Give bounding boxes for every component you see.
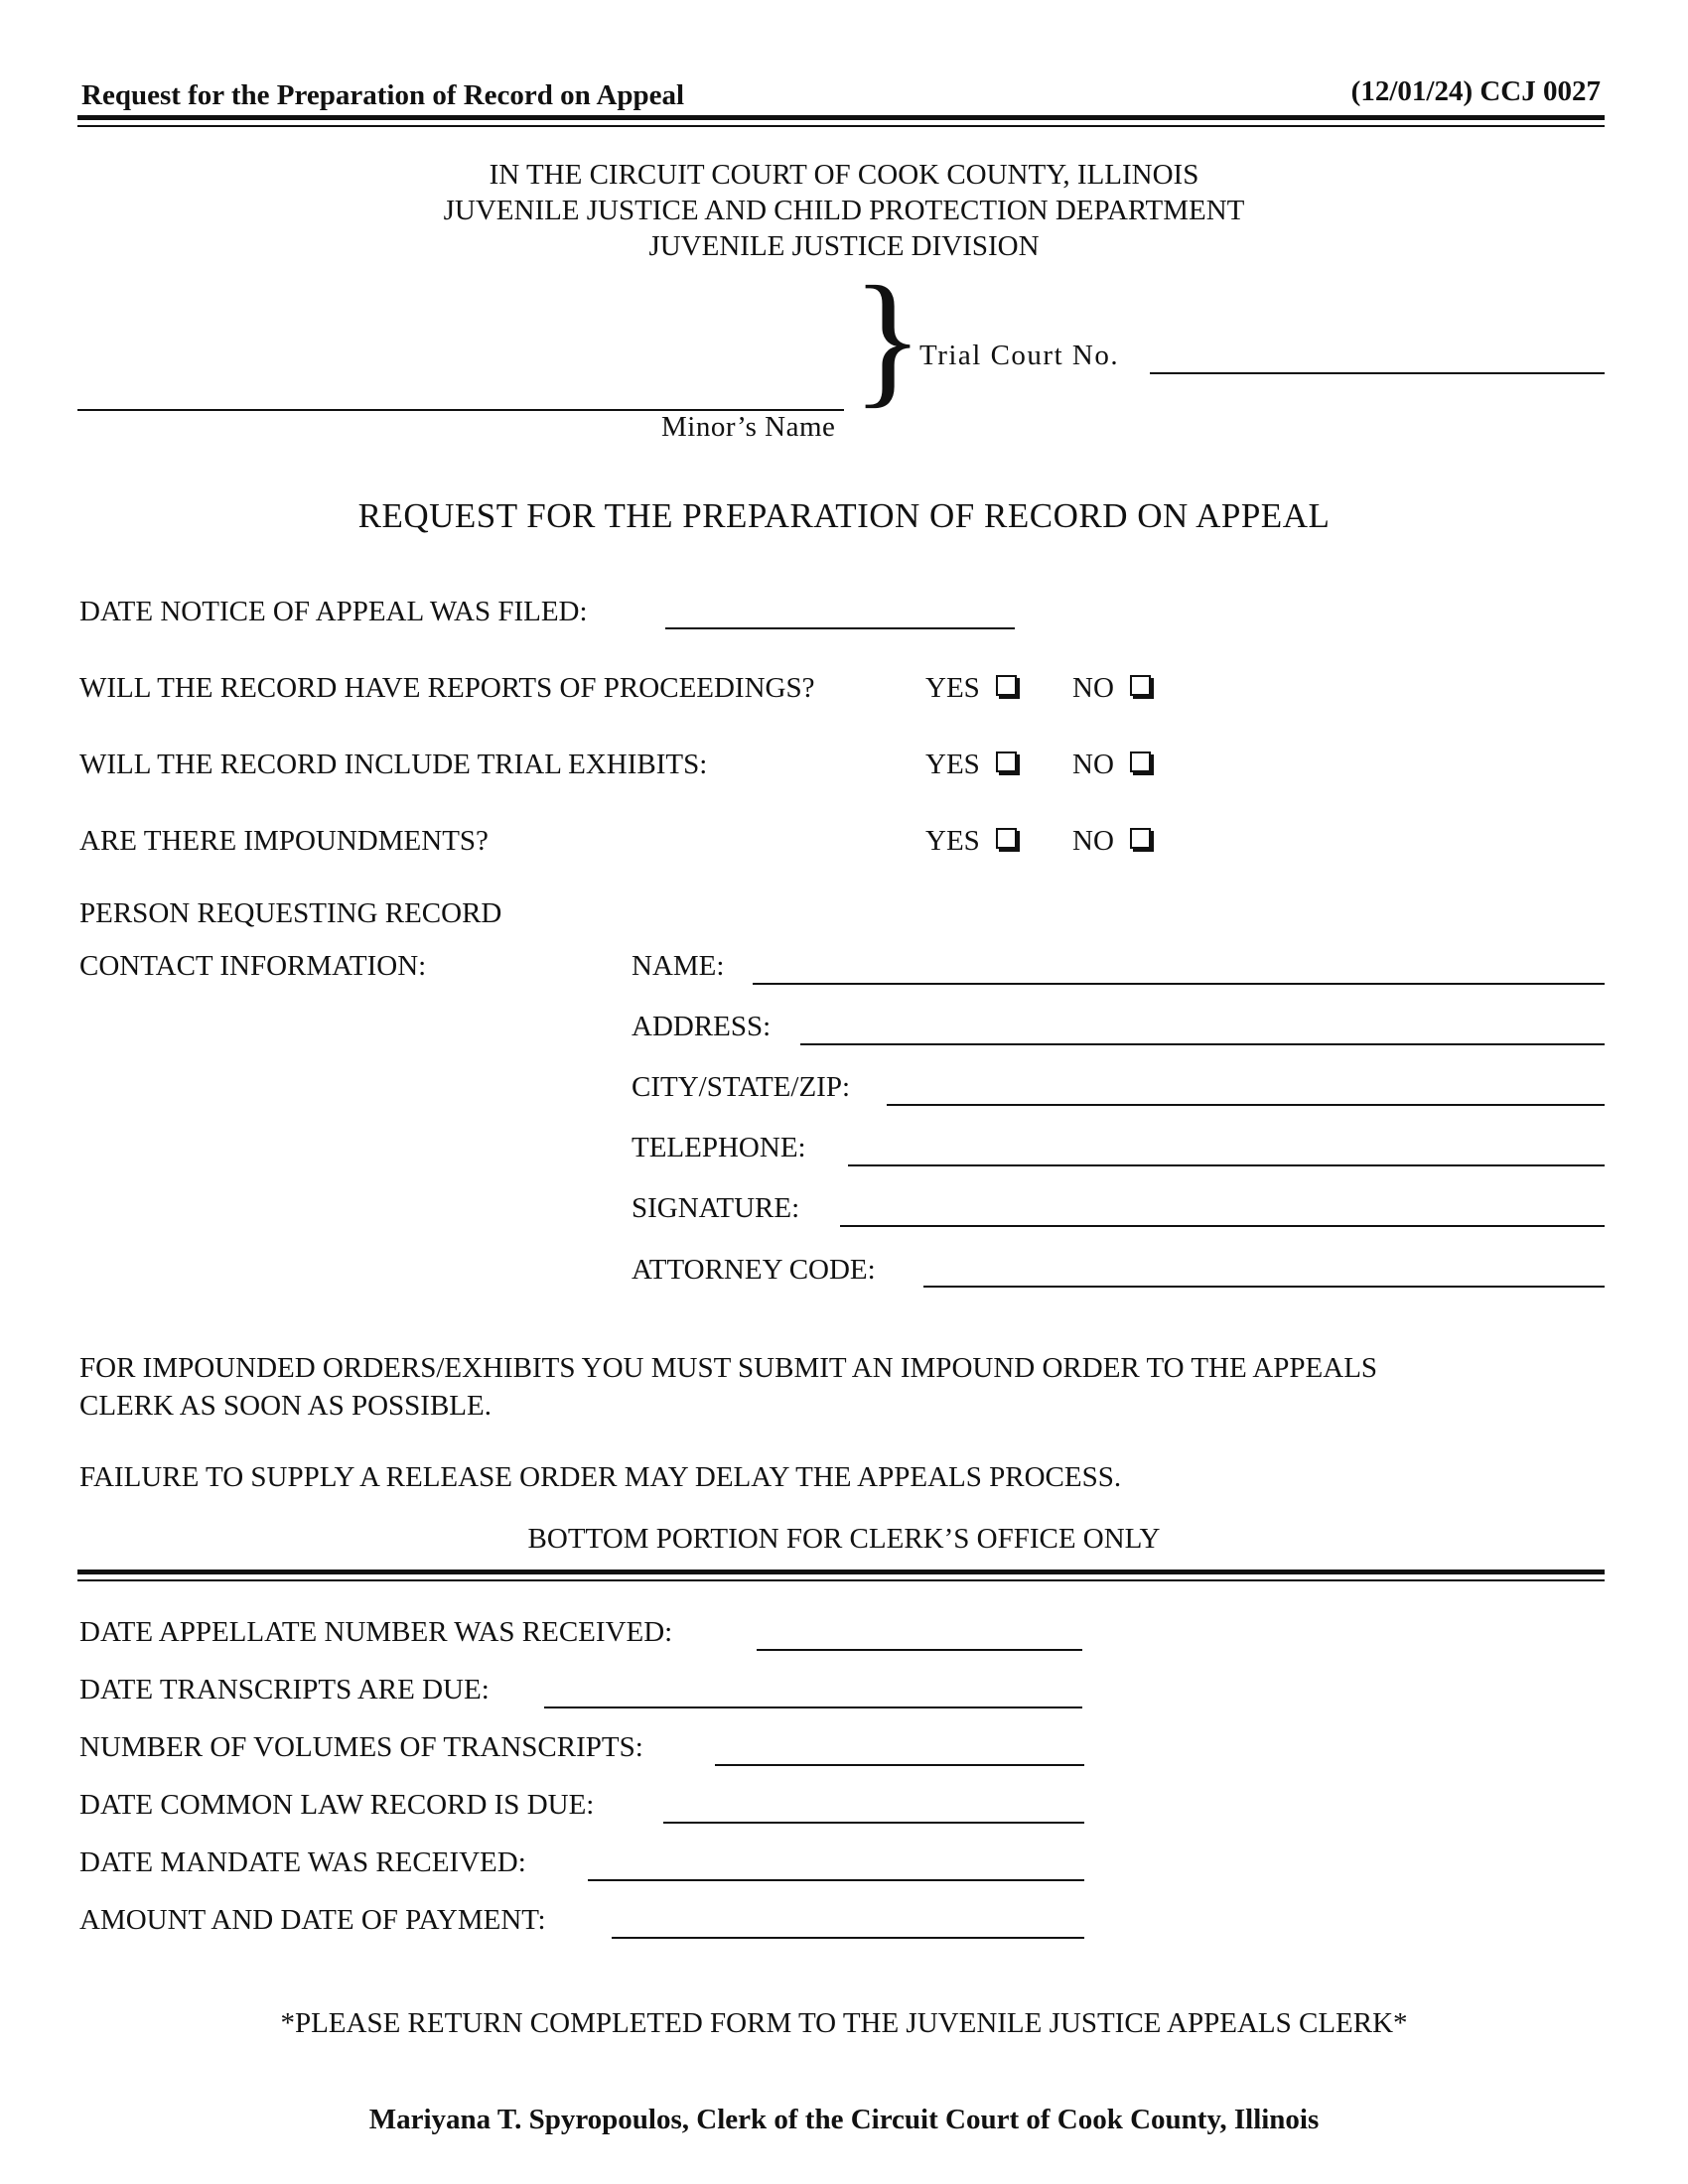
yes-label: YES <box>925 672 980 704</box>
contact-heading-1: PERSON REQUESTING RECORD <box>79 897 502 929</box>
name-label: NAME: <box>632 950 725 982</box>
address-label: ADDRESS: <box>632 1011 772 1042</box>
impoundments-no-option[interactable] <box>1072 825 1151 858</box>
impoundments-yes-checkbox[interactable] <box>996 828 1017 849</box>
reports-yes-option[interactable] <box>925 672 1017 705</box>
no-label: NO <box>1072 672 1114 704</box>
no-label: NO <box>1072 749 1114 780</box>
reports-question: WILL THE RECORD HAVE REPORTS OF PROCEEDINGS? <box>79 672 815 704</box>
header-rule-thin <box>77 125 1605 127</box>
contact-heading-2: CONTACT INFORMATION: <box>79 950 427 982</box>
form-title: Request for the Preparation of Record on Appeal <box>81 79 685 111</box>
impound-notice-line-1: FOR IMPOUNDED ORDERS/EXHIBITS YOU MUST SUBMIT AN IMPOUND ORDER TO THE APPEALS <box>79 1352 1378 1384</box>
court-line-2: JUVENILE JUSTICE AND CHILD PROTECTION DEPARTMENT <box>443 195 1245 226</box>
clerk-rule-thin <box>77 1579 1605 1581</box>
attorney-code-label: ATTORNEY CODE: <box>632 1254 876 1286</box>
impound-notice-line-2: CLERK AS SOON AS POSSIBLE. <box>79 1390 492 1422</box>
volumes-line[interactable] <box>715 1764 1084 1766</box>
court-line-3: JUVENILE JUSTICE DIVISION <box>648 230 1040 262</box>
telephone-label: TELEPHONE: <box>632 1132 806 1163</box>
exhibits-no-option[interactable] <box>1072 749 1151 781</box>
appellate-number-label: DATE APPELLATE NUMBER WAS RECEIVED: <box>79 1616 673 1648</box>
court-line-1: IN THE CIRCUIT COURT OF COOK COUNTY, ILLINOIS <box>489 159 1199 191</box>
minor-name-label: Minor’s Name <box>661 411 836 443</box>
appellate-number-line[interactable] <box>757 1649 1082 1651</box>
name-line[interactable] <box>753 983 1605 985</box>
no-label: NO <box>1072 825 1114 857</box>
signature-line[interactable] <box>840 1225 1605 1227</box>
common-law-line[interactable] <box>663 1822 1084 1824</box>
attorney-code-line[interactable] <box>923 1286 1605 1288</box>
caption-brace: } <box>852 256 923 421</box>
transcripts-due-line[interactable] <box>544 1706 1082 1708</box>
release-notice: FAILURE TO SUPPLY A RELEASE ORDER MAY DELAY THE APPEALS PROCESS. <box>79 1461 1122 1493</box>
impoundments-yes-option[interactable] <box>925 825 1017 858</box>
trial-court-no-label: Trial Court No. <box>919 340 1120 371</box>
form-code: (12/01/24) CCJ 0027 <box>1350 75 1601 107</box>
return-note: *PLEASE RETURN COMPLETED FORM TO THE JUVENILE JUSTICE APPEALS CLERK* <box>280 2007 1408 2039</box>
exhibits-yes-checkbox[interactable] <box>996 751 1017 772</box>
telephone-line[interactable] <box>848 1164 1605 1166</box>
reports-no-checkbox[interactable] <box>1130 675 1151 696</box>
date-notice-line[interactable] <box>665 627 1015 629</box>
yes-label: YES <box>925 749 980 780</box>
date-notice-label: DATE NOTICE OF APPEAL WAS FILED: <box>79 596 588 627</box>
yes-label: YES <box>925 825 980 857</box>
common-law-label: DATE COMMON LAW RECORD IS DUE: <box>79 1789 595 1821</box>
header-rule-thick <box>77 115 1605 120</box>
mandate-label: DATE MANDATE WAS RECEIVED: <box>79 1846 526 1878</box>
mandate-line[interactable] <box>588 1879 1084 1881</box>
clerk-rule-thick <box>77 1570 1605 1574</box>
signature-label: SIGNATURE: <box>632 1192 800 1224</box>
transcripts-due-label: DATE TRANSCRIPTS ARE DUE: <box>79 1674 490 1706</box>
reports-yes-checkbox[interactable] <box>996 675 1017 696</box>
volumes-label: NUMBER OF VOLUMES OF TRANSCRIPTS: <box>79 1731 643 1763</box>
exhibits-no-checkbox[interactable] <box>1130 751 1151 772</box>
clerk-name: Mariyana T. Spyropoulos, Clerk of the Circuit Court of Cook County, Illinois <box>368 2104 1320 2135</box>
impoundments-no-checkbox[interactable] <box>1130 828 1151 849</box>
address-line[interactable] <box>800 1043 1605 1045</box>
city-state-zip-line[interactable] <box>887 1104 1605 1106</box>
payment-line[interactable] <box>612 1937 1084 1939</box>
exhibits-question: WILL THE RECORD INCLUDE TRIAL EXHIBITS: <box>79 749 708 780</box>
clerk-only-heading: BOTTOM PORTION FOR CLERK’S OFFICE ONLY <box>527 1523 1161 1555</box>
main-title: REQUEST FOR THE PREPARATION OF RECORD ON APPEAL <box>357 496 1331 535</box>
impoundments-question: ARE THERE IMPOUNDMENTS? <box>79 825 489 857</box>
reports-no-option[interactable] <box>1072 672 1151 705</box>
exhibits-yes-option[interactable] <box>925 749 1017 781</box>
city-state-zip-label: CITY/STATE/ZIP: <box>632 1071 851 1103</box>
payment-label: AMOUNT AND DATE OF PAYMENT: <box>79 1904 546 1936</box>
trial-court-no-line[interactable] <box>1150 372 1605 374</box>
